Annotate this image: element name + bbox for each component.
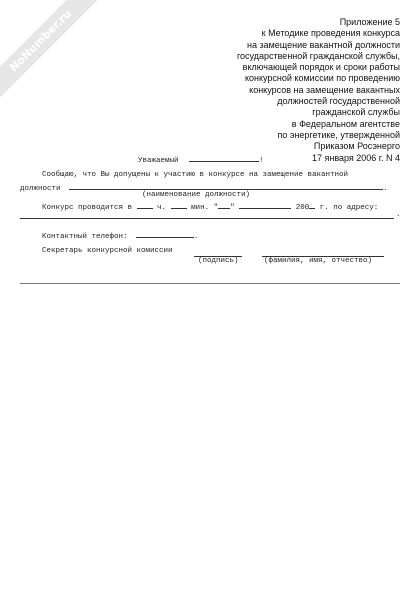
appendix-line: Приложение 5 bbox=[339, 17, 400, 27]
minutes-blank bbox=[171, 200, 187, 209]
year-blank bbox=[309, 200, 315, 209]
salutation-label: Уважаемый bbox=[138, 157, 179, 165]
contest-label: Конкурс проводится в bbox=[42, 204, 133, 212]
day-blank bbox=[218, 200, 230, 209]
salutation-end: ! bbox=[259, 157, 264, 165]
month-blank bbox=[239, 200, 291, 209]
hours-label: ч. bbox=[157, 204, 167, 212]
appendix-line: включающей порядок и сроки работы bbox=[242, 62, 400, 73]
appendix-line: гражданской службы bbox=[312, 107, 400, 118]
year-prefix: 200 bbox=[295, 204, 310, 212]
position-label: должности bbox=[20, 185, 61, 193]
hours-blank bbox=[137, 200, 153, 209]
salutation-row bbox=[138, 153, 264, 165]
watermark: NoNumber.ru bbox=[0, 0, 102, 102]
appendix-line: по энергетике, утвержденной bbox=[277, 129, 400, 140]
notice-line-1: Сообщаю, что Вы допущены к участию в конкурсе на замещение вакантной bbox=[42, 171, 349, 179]
appendix-line: конкурсной комиссии по проведению bbox=[244, 73, 400, 84]
address-label: г. по адресу: bbox=[319, 204, 379, 212]
phone-blank bbox=[136, 229, 194, 238]
position-caption: (наименование должности) bbox=[142, 191, 251, 199]
appendix-line: государственной гражданской службы, bbox=[236, 50, 400, 61]
minutes-label: мин. bbox=[191, 204, 210, 212]
position-blank bbox=[69, 181, 383, 190]
signature-caption: (подпись) bbox=[198, 257, 239, 265]
day-quote-open: " bbox=[213, 204, 219, 212]
appendix-line: на замещение вакантной должности bbox=[247, 39, 400, 50]
phone-end: . bbox=[194, 233, 199, 241]
appendix-line: в Федеральном агентстве bbox=[291, 118, 400, 129]
appendix-line: 17 января 2006 г. N 4 bbox=[311, 152, 400, 163]
appendix-line: Приказом Росэнерго bbox=[313, 141, 400, 152]
day-quote-close: " bbox=[230, 204, 235, 212]
notice-line-2-end: . bbox=[383, 185, 388, 193]
bottom-divider bbox=[20, 283, 400, 284]
name-caption: (фамилия, имя, отчество) bbox=[264, 257, 373, 265]
address-blank bbox=[20, 218, 394, 219]
appendix-header bbox=[200, 17, 400, 164]
phone-label: Контактный телефон: bbox=[42, 233, 128, 241]
appendix-line: должностей государственной bbox=[277, 96, 400, 107]
appendix-line: конкурсов на замещение вакантных bbox=[249, 84, 400, 95]
phone-row bbox=[42, 229, 199, 241]
recipient-name-blank bbox=[189, 153, 259, 162]
address-end: . bbox=[396, 211, 401, 219]
appendix-line: к Методике проведения конкурса bbox=[261, 28, 400, 39]
contest-time-row bbox=[42, 200, 378, 212]
secretary-label: Секретарь конкурсной комиссии bbox=[42, 247, 173, 255]
